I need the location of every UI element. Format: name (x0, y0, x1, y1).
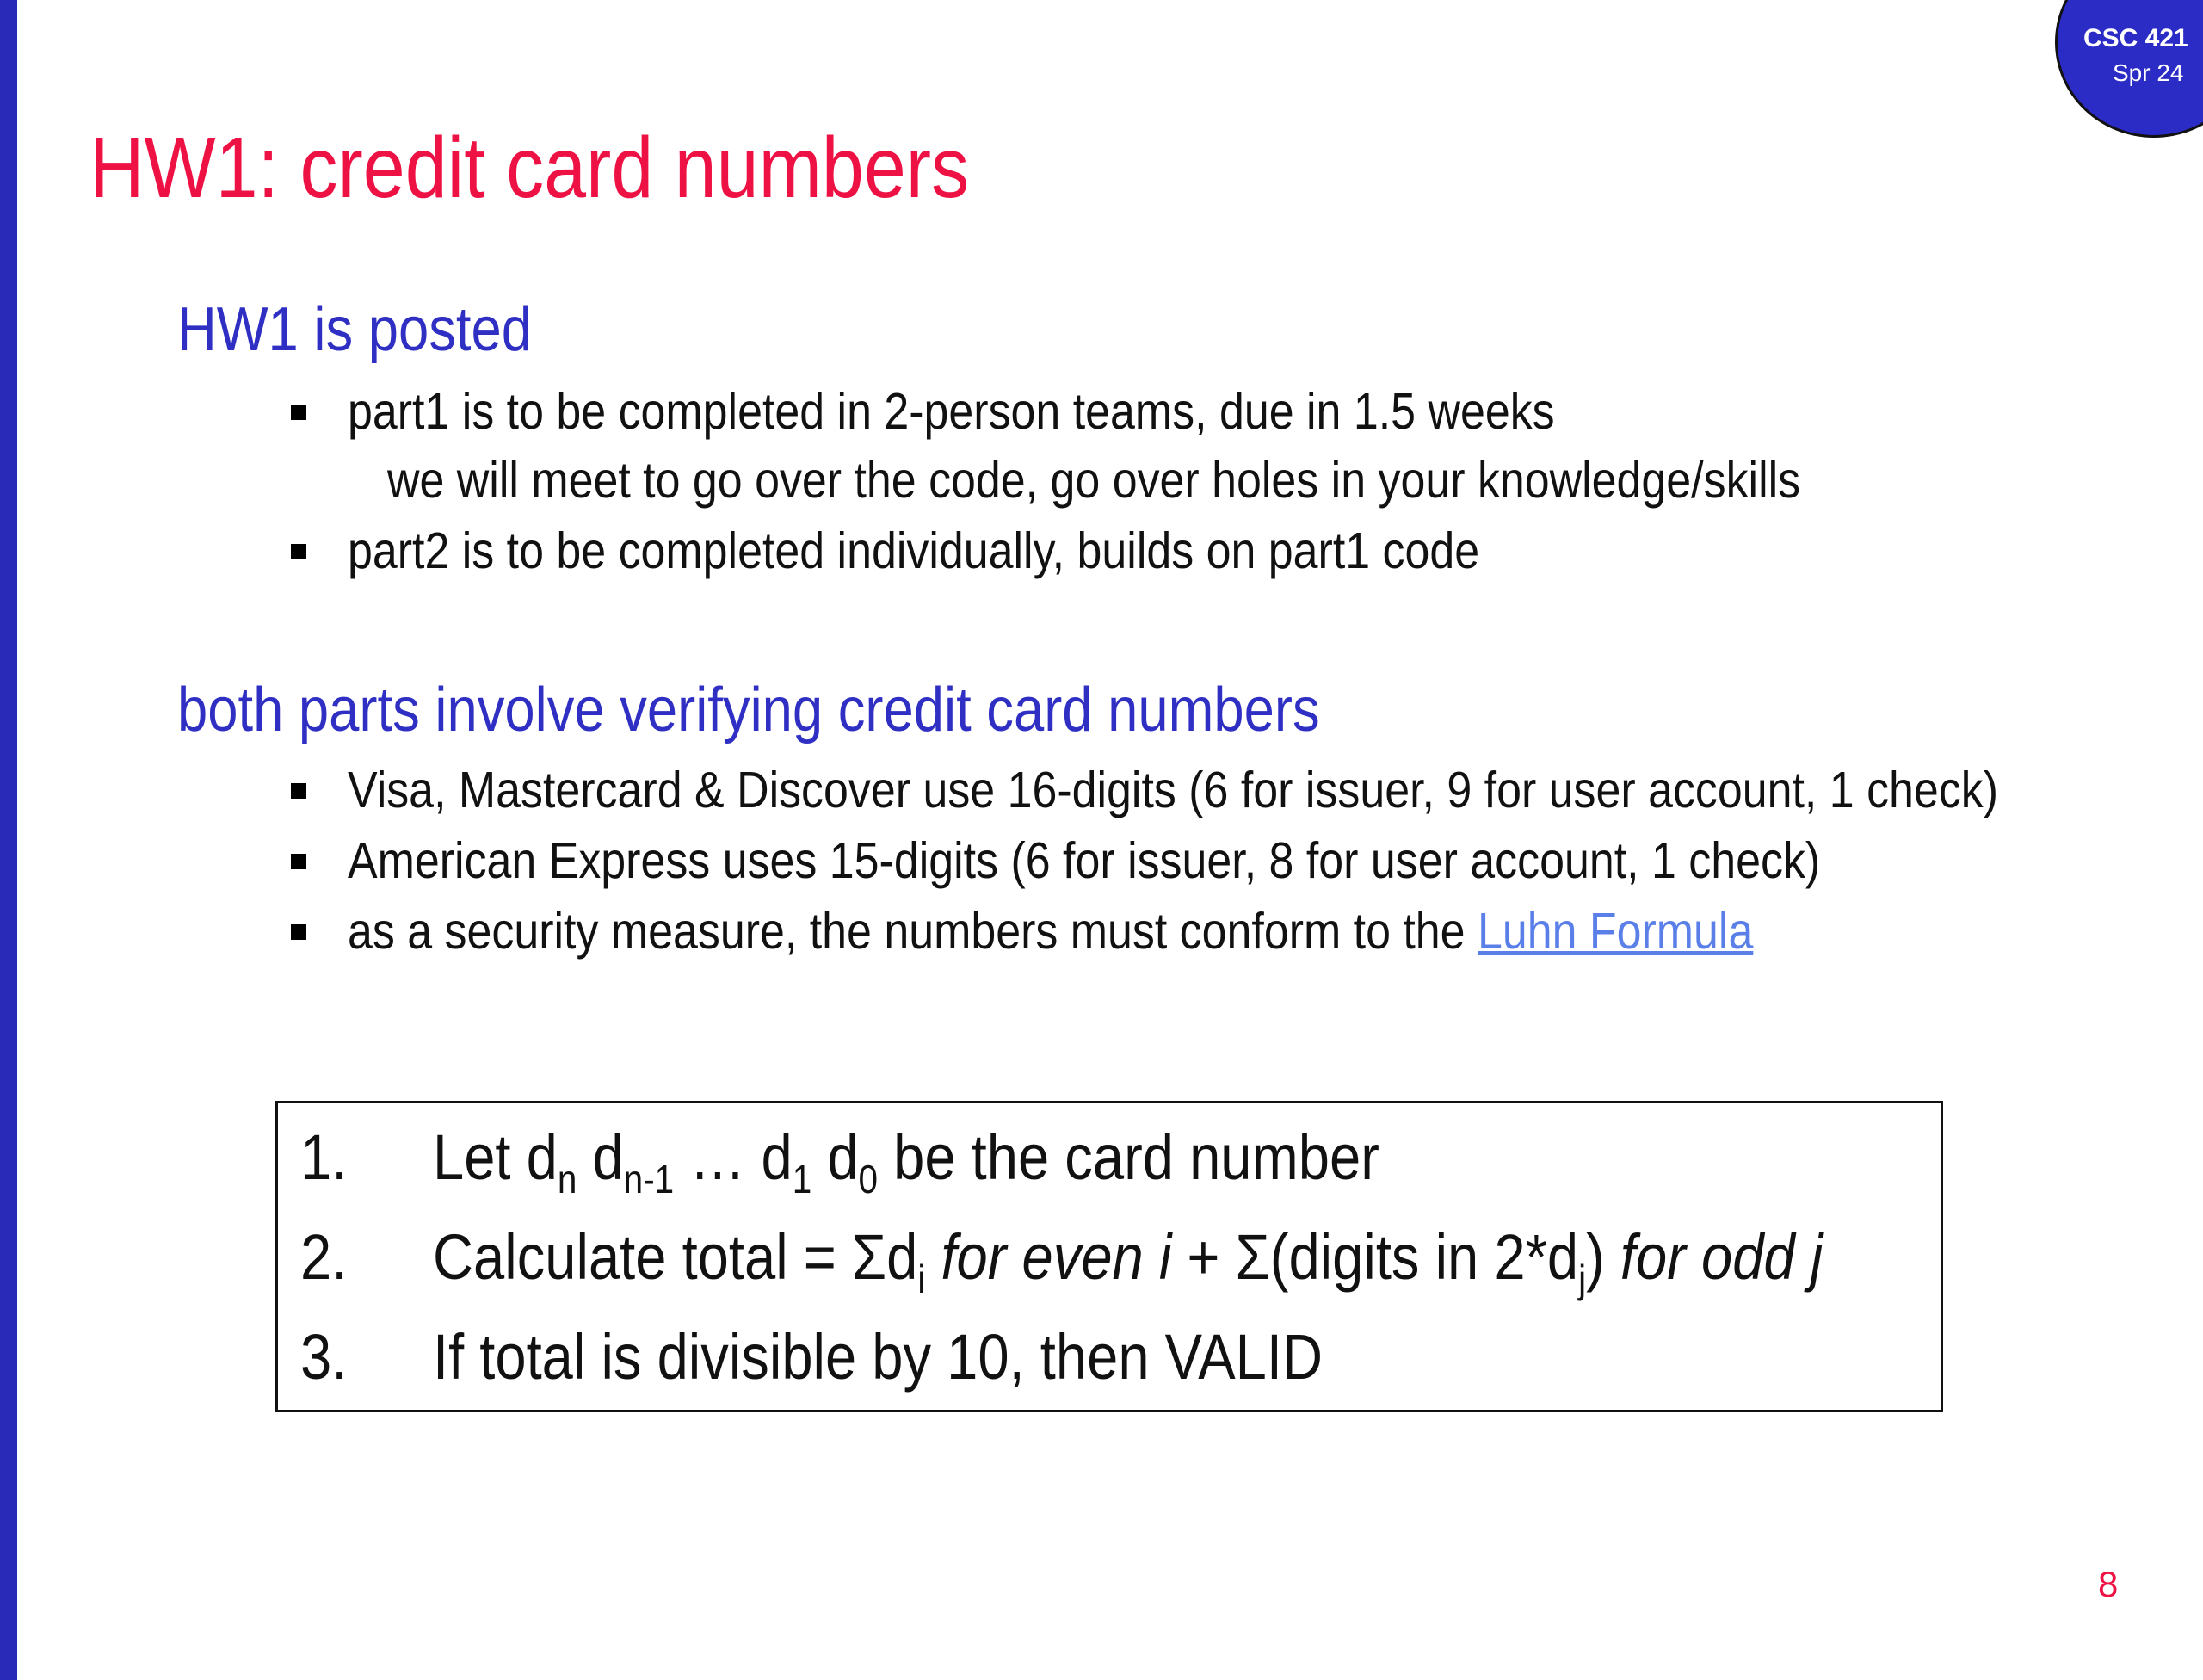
subscript: 1 (792, 1157, 812, 1201)
section-heading-hw1-posted: HW1 is posted (177, 295, 533, 364)
step-2-space (925, 1221, 941, 1293)
step-2-for-even: for even i (941, 1221, 1172, 1293)
bullet-luhn-text: as a security measure, the numbers must conform to the (348, 903, 1478, 960)
subscript: n (557, 1157, 577, 1201)
bullet-marker (291, 854, 306, 869)
bullet-marker (291, 783, 306, 799)
section-heading-verifying: both parts involve verifying credit card numbers (177, 676, 1320, 744)
bullet-part2: part2 is to be completed individually, builds on part1 code (348, 522, 1480, 579)
subscript: n-1 (623, 1157, 675, 1201)
course-badge (2055, 0, 2203, 138)
step-number: 2. (300, 1221, 348, 1293)
subscript: j (1578, 1257, 1587, 1301)
subscript: i (917, 1257, 926, 1301)
bullet-visa: Visa, Mastercard & Discover use 16-digits (6 for issuer, 9 for user account, 1 check) (348, 762, 1999, 818)
bullet-marker (291, 544, 306, 559)
bullet-luhn (348, 904, 1753, 960)
bullet-part1: part1 is to be completed in 2-person teams, due in 1.5 weeks (348, 383, 1555, 440)
bullet-part1-continuation: we will meet to go over the code, go over holes in your knowledge/skills (387, 452, 1801, 509)
step-number: 3. (300, 1321, 348, 1393)
step-1-d: d (577, 1121, 624, 1193)
step-2-text (433, 1221, 1823, 1301)
step-2-plus: + Σ(digits in 2*d (1171, 1221, 1579, 1293)
step-1-let: Let d (433, 1121, 558, 1193)
luhn-formula-box (275, 1101, 1943, 1412)
slide-title: HW1: credit card numbers (89, 120, 970, 216)
step-3-text: If total is divisible by 10, then VALID (433, 1321, 1324, 1393)
page-number: 8 (2098, 1564, 2119, 1604)
step-1-ellipsis: … d (674, 1121, 793, 1193)
step-1-end: be the card number (878, 1121, 1379, 1193)
step-2-start: Calculate total = Σd (433, 1221, 918, 1293)
step-number: 1. (300, 1121, 348, 1193)
bullet-amex: American Express uses 15-digits (6 for issuer, 8 for user account, 1 check) (348, 832, 1821, 889)
bullet-marker (291, 924, 306, 940)
subscript: 0 (858, 1157, 879, 1201)
luhn-formula-link[interactable]: Luhn Formula (1477, 903, 1754, 960)
step-2-close: ) (1586, 1221, 1620, 1293)
course-code: CSC 421 (2083, 24, 2188, 52)
step-1-text (433, 1121, 1379, 1201)
step-2-for-odd: for odd j (1620, 1221, 1823, 1293)
left-accent-bar (0, 0, 17, 1680)
step-1-d0: d (811, 1121, 859, 1193)
bullet-marker (291, 405, 306, 420)
course-term: Spr 24 (2113, 59, 2184, 86)
